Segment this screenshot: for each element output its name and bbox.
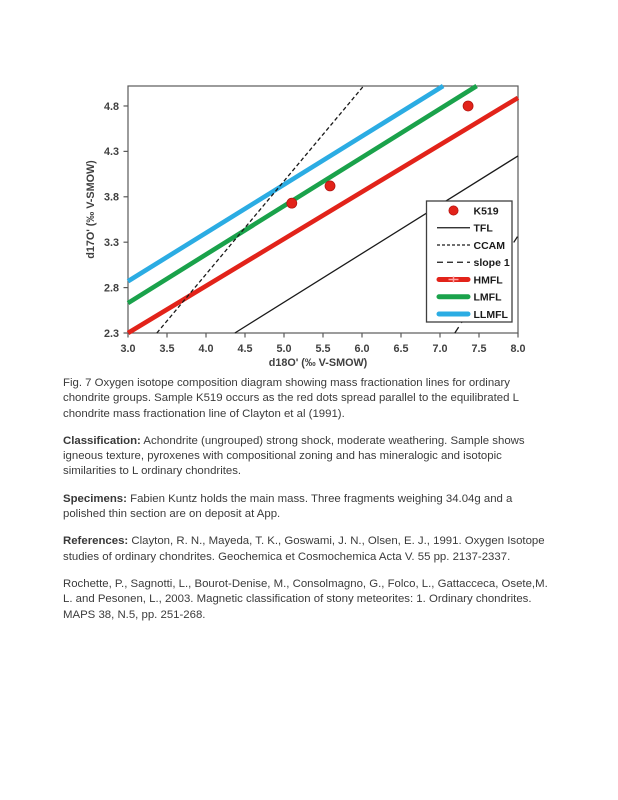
y-tick-label: 2.3 — [103, 327, 119, 340]
references-label: References: — [63, 535, 129, 548]
y-tick-label: 2.8 — [103, 282, 119, 295]
classification-text: Achondrite (ungrouped) strong shock, moderate weathering. Sample shows igneous texture, pyroxenes with compositional zoning and has mineralogic and isotopic similarities to L ordinary chondrites. — [63, 434, 525, 478]
section-specimens — [63, 492, 557, 523]
legend-label: K519 — [473, 205, 499, 218]
figure-caption: Fig. 7 Oxygen isotope composition diagram showing mass fractionation lines for ordinary chondrite groups. Sample K519 occurs as the red dots spread parallel to the equilibrated L chondrite mass fractionation line of Clayton et al (1991). — [63, 377, 519, 420]
y-axis-label: d17O' (‰ V-SMOW) — [85, 160, 97, 259]
section-references — [63, 534, 557, 565]
legend-label: slope 1 — [473, 257, 510, 270]
classification-label: Classification: — [63, 434, 141, 447]
y-tick-label: 3.3 — [103, 236, 119, 249]
legend-label: LMFL — [473, 291, 502, 304]
x-tick-label: 3.0 — [120, 343, 136, 355]
x-tick-label: 8.0 — [510, 343, 526, 355]
y-tick-label: 3.8 — [103, 191, 119, 204]
data-point-k519 — [325, 181, 335, 191]
data-point-k519 — [463, 101, 473, 111]
legend-label: TFL — [473, 222, 493, 235]
legend-marker-dot — [449, 206, 458, 215]
specimens-label: Specimens: — [63, 492, 127, 505]
reference-rochette: Rochette, P., Sagnotti, L., Bourot-Denise, M., Consolmagno, G., Folco, L., Gattacceca, Osete,M. L. and Pesonen, L., 2003. Magnetic classification of stony meteorites: 1. Ordinary chondrites. MAPS 38, N.5, pp. 251-268. — [63, 577, 548, 621]
legend-label: LLMFL — [473, 308, 508, 321]
x-tick-label: 5.0 — [276, 343, 292, 355]
text-block — [63, 376, 557, 635]
y-tick-label: 4.8 — [103, 100, 119, 113]
x-tick-label: 7.0 — [432, 343, 448, 355]
y-tick-label: 4.3 — [103, 146, 119, 159]
x-tick-label: 4.5 — [237, 343, 253, 355]
section-classification — [63, 434, 557, 480]
x-tick-label: 3.5 — [159, 343, 175, 355]
references-text: Clayton, R. N., Mayeda, T. K., Goswami, J. N., Olsen, E. J., 1991. Oxygen Isotope studies of ordinary chondrites. Geochemica et Cosmochemica Acta V. 55 pp. 2137-2337. — [63, 535, 545, 563]
oxygen-isotope-chart — [0, 0, 618, 374]
x-tick-label: 6.0 — [354, 343, 370, 355]
legend-label: CCAM — [473, 239, 505, 252]
x-tick-label: 4.0 — [198, 343, 214, 355]
x-axis-label: d18O' (‰ V-SMOW) — [268, 357, 368, 369]
data-point-k519 — [287, 198, 297, 208]
specimens-text: Fabien Kuntz holds the main mass. Three fragments weighing 34.04g and a polished thin section are on deposit at App. — [63, 492, 513, 521]
x-tick-label: 7.5 — [471, 343, 487, 355]
x-tick-label: 5.5 — [315, 343, 331, 355]
x-tick-label: 6.5 — [393, 343, 409, 355]
legend-label: HMFL — [473, 274, 503, 287]
